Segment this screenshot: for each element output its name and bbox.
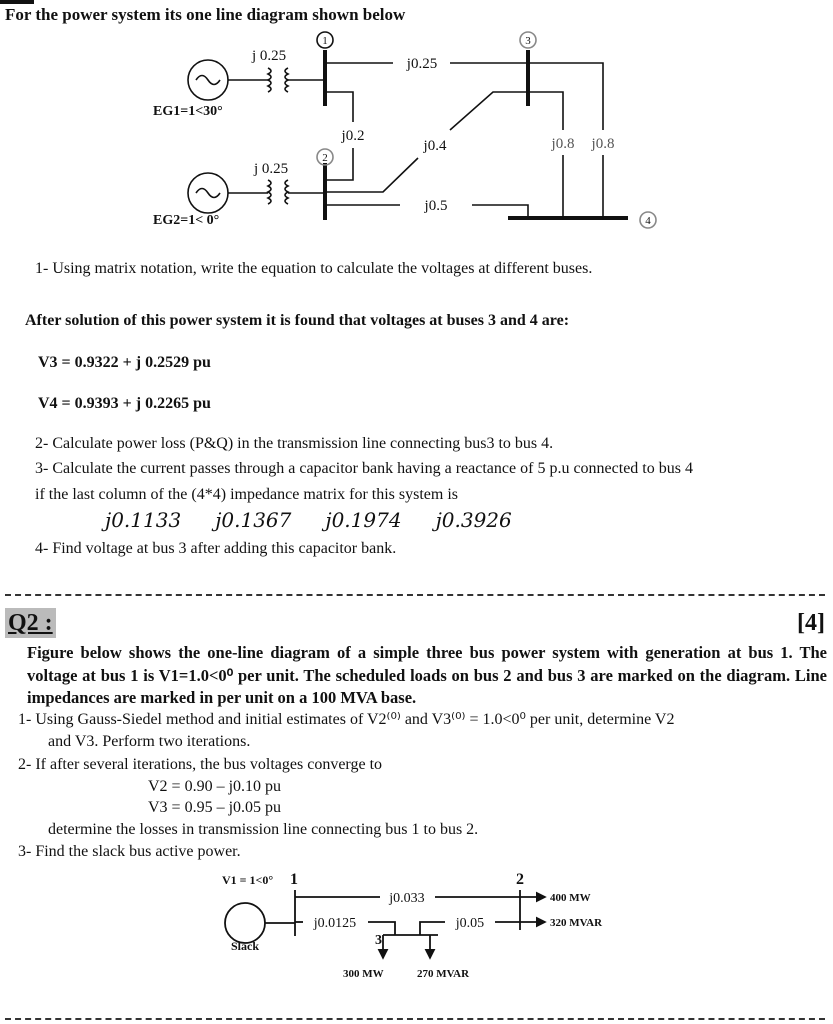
bus-4-label: 4 (645, 215, 651, 227)
q1-after-solution: After solution of this power system it is found that voltages at buses 3 and 4 are: (25, 312, 570, 329)
line-2-3-impedance: j0.4 (423, 138, 447, 154)
bus-1-label: 1 (322, 35, 328, 47)
slack-label: Slack (230, 939, 260, 953)
q2-v2: V2 = 0.90 – j0.10 pu (148, 778, 282, 795)
v1-label: V1 = 1<0° (222, 873, 274, 887)
bus-2-label: 2 (516, 871, 524, 888)
divider (5, 594, 825, 596)
q2-item-2: 2- If after several iterations, the bus voltages converge to (18, 756, 383, 773)
q2-marks: [4] (797, 610, 825, 636)
header-bar (0, 0, 34, 4)
line-1-3-impedance: j0.0125 (313, 916, 357, 931)
line-3-2-impedance: j0.05 (455, 916, 485, 931)
q1-item-3: 3- Calculate the current passes through a capacitor bank having a reactance of 5 p.u connected to bus 4 (35, 460, 693, 477)
q2-item-1-cont: and V3. Perform two iterations. (48, 733, 251, 750)
line-1-2-impedance: j0.2 (341, 128, 365, 144)
q1-item-4: 4- Find voltage at bus 3 after adding this capacitor bank. (35, 540, 397, 557)
slack-generator-icon (225, 903, 265, 943)
q1-intro: For the power system its one line diagram shown below (5, 5, 406, 24)
q2-item-2-cont: determine the losses in transmission line connecting bus 1 to bus 2. (48, 821, 479, 838)
bus-2-label: 2 (322, 152, 328, 164)
transformer-1-icon (268, 68, 288, 92)
z14: j0.1133 (105, 508, 182, 532)
q1-v3: V3 = 0.9322 + j 0.2529 pu (38, 354, 211, 371)
bus-3-label: 3 (375, 933, 382, 948)
z34: j0.1974 (325, 508, 402, 532)
load-2-q: 320 MVAR (550, 917, 603, 929)
q2-item-1: 1- Using Gauss-Siedel method and initial estimates of V2⁽⁰⁾ and V3⁽⁰⁾ = 1.0<0⁰ per unit, determine V2 (18, 711, 675, 728)
gen-2-label: EG2=1< 0° (153, 213, 220, 228)
xfmr-2-impedance: j 0.25 (254, 161, 289, 177)
impedance-column (105, 508, 546, 532)
q1-one-line-diagram (150, 30, 700, 240)
line-3-4b-impedance: j0.8 (591, 136, 615, 152)
transformer-2-icon (268, 180, 288, 204)
q1-item-2: 2- Calculate power loss (P&Q) in the transmission line connecting bus3 to bus 4. (35, 435, 554, 452)
q1-item-1: 1- Using matrix notation, write the equation to calculate the voltages at different buses. (35, 260, 593, 277)
q1-item-3-cont: if the last column of the (4*4) impedance matrix for this system is (35, 486, 459, 503)
q2-paragraph: Figure below shows the one-line diagram of a simple three bus power system with generation at bus 1. The voltage at bus 1 is V1=1.0<0⁰ per unit. The scheduled loads on bus 2 and bus 3 are marked on the diagram. Line impedances are marked in per unit on a 100 MVA base. (27, 643, 827, 707)
load-3-p: 300 MW (343, 968, 384, 980)
line-1-3-impedance: j0.25 (406, 56, 438, 72)
divider-bottom (5, 1018, 825, 1020)
q2-item-3: 3- Find the slack bus active power. (18, 843, 241, 860)
q2-label: Q2 : (5, 608, 56, 638)
z44: j0.3926 (435, 508, 512, 532)
q1-v4: V4 = 0.9393 + j 0.2265 pu (38, 395, 211, 412)
load-2-p: 400 MW (550, 892, 591, 904)
q2-v3: V3 = 0.95 – j0.05 pu (148, 799, 282, 816)
line-1-2-impedance: j0.033 (389, 891, 425, 906)
line-2-4-impedance: j0.5 (424, 198, 448, 214)
gen-1-label: EG1=1<30° (153, 104, 223, 119)
xfmr-1-impedance: j 0.25 (252, 48, 287, 64)
bus-1-label: 1 (290, 871, 298, 888)
load-3-q: 270 MVAR (417, 968, 470, 980)
line-3-4a-impedance: j0.8 (551, 136, 575, 152)
z24: j0.1367 (215, 508, 292, 532)
bus-3-label: 3 (525, 35, 531, 47)
q2-one-line-diagram (200, 860, 650, 990)
